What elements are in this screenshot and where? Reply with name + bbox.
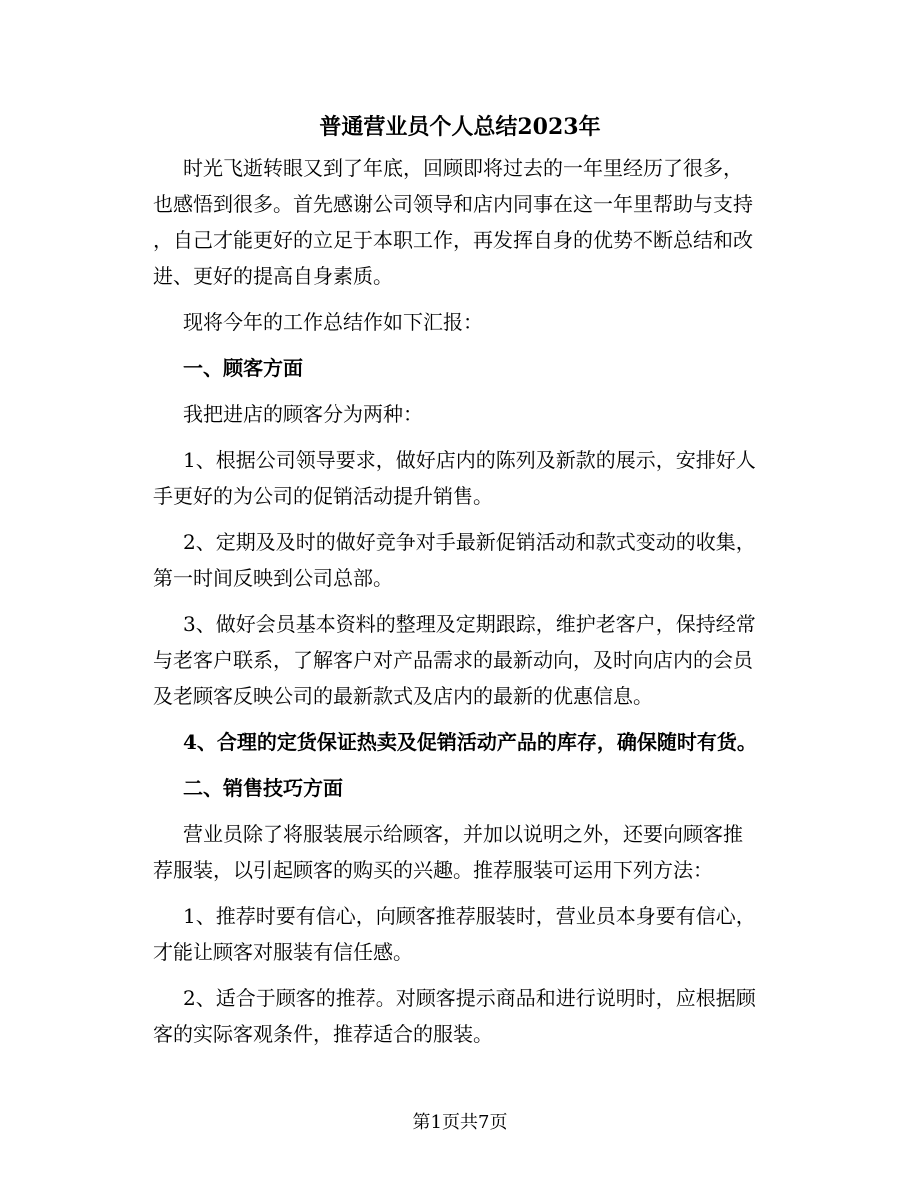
- section-heading-sales-skills: [173, 770, 785, 806]
- list-item-2: [153, 524, 785, 596]
- text-line: 二、销售技巧方面: [183, 776, 343, 800]
- text-line: 时光飞逝转眼又到了年底，回顾即将过去的一年里经历了很多，: [183, 156, 743, 180]
- paragraph-intro: [153, 150, 785, 294]
- document-title: 普通营业员个人总结2023年: [319, 114, 601, 140]
- paragraph-report-intro: [173, 304, 785, 340]
- section-heading-customers: [173, 350, 785, 386]
- text-line: 现将今年的工作总结作如下汇报：: [183, 310, 483, 334]
- text-line: 一、顾客方面: [183, 356, 303, 380]
- list-item-1: [153, 442, 785, 514]
- text-line: 2、定期及及时的做好竞争对手最新促销活动和款式变动的收集，: [183, 530, 756, 554]
- text-line: 才能让顾客对服装有信任感。: [153, 940, 413, 964]
- text-line: 及老顾客反映公司的最新款式及店内的最新的优惠信息。: [153, 684, 653, 708]
- text-line: 手更好的为公司的促销活动提升销售。: [153, 484, 493, 508]
- page-number-footer: 第1页共7页: [412, 1112, 508, 1133]
- sales-method-1: [153, 898, 785, 970]
- text-line: 也感悟到很多。首先感谢公司领导和店内同事在这一年里帮助与支持: [153, 192, 753, 216]
- paragraph-sales-intro: [153, 816, 785, 888]
- document-body: [153, 150, 785, 1062]
- sales-method-2: [153, 980, 785, 1052]
- text-line: 客的实际客观条件，推荐适合的服装。: [153, 1022, 493, 1046]
- text-line: 3、做好会员基本资料的整理及定期跟踪，维护老客户，保持经常: [183, 612, 756, 636]
- text-line: 我把进店的顾客分为两种：: [183, 402, 423, 426]
- text-line: 荐服装，以引起顾客的购买的兴趣。推荐服装可运用下列方法：: [153, 858, 713, 882]
- list-item-3: [153, 606, 785, 714]
- text-line: ，自己才能更好的立足于本职工作，再发挥自身的优势不断总结和改: [153, 228, 753, 252]
- list-item-4: [173, 724, 785, 760]
- text-line: 进、更好的提高自身素质。: [153, 264, 393, 288]
- text-line: 1、推荐时要有信心，向顾客推荐服装时，营业员本身要有信心，: [183, 904, 756, 928]
- paragraph-customer-types: [173, 396, 785, 432]
- text-line: 2、适合于顾客的推荐。对顾客提示商品和进行说明时，应根据顾: [183, 986, 756, 1010]
- text-line: 1、根据公司领导要求，做好店内的陈列及新款的展示，安排好人: [183, 448, 756, 472]
- text-line: 营业员除了将服装展示给顾客，并加以说明之外，还要向顾客推: [183, 822, 743, 846]
- text-line: 第一时间反映到公司总部。: [153, 566, 393, 590]
- text-line: 4、合理的定货保证热卖及促销活动产品的库存，确保随时有货。: [183, 730, 757, 754]
- text-line: 与老客户联系，了解客户对产品需求的最新动向，及时向店内的会员: [153, 648, 753, 672]
